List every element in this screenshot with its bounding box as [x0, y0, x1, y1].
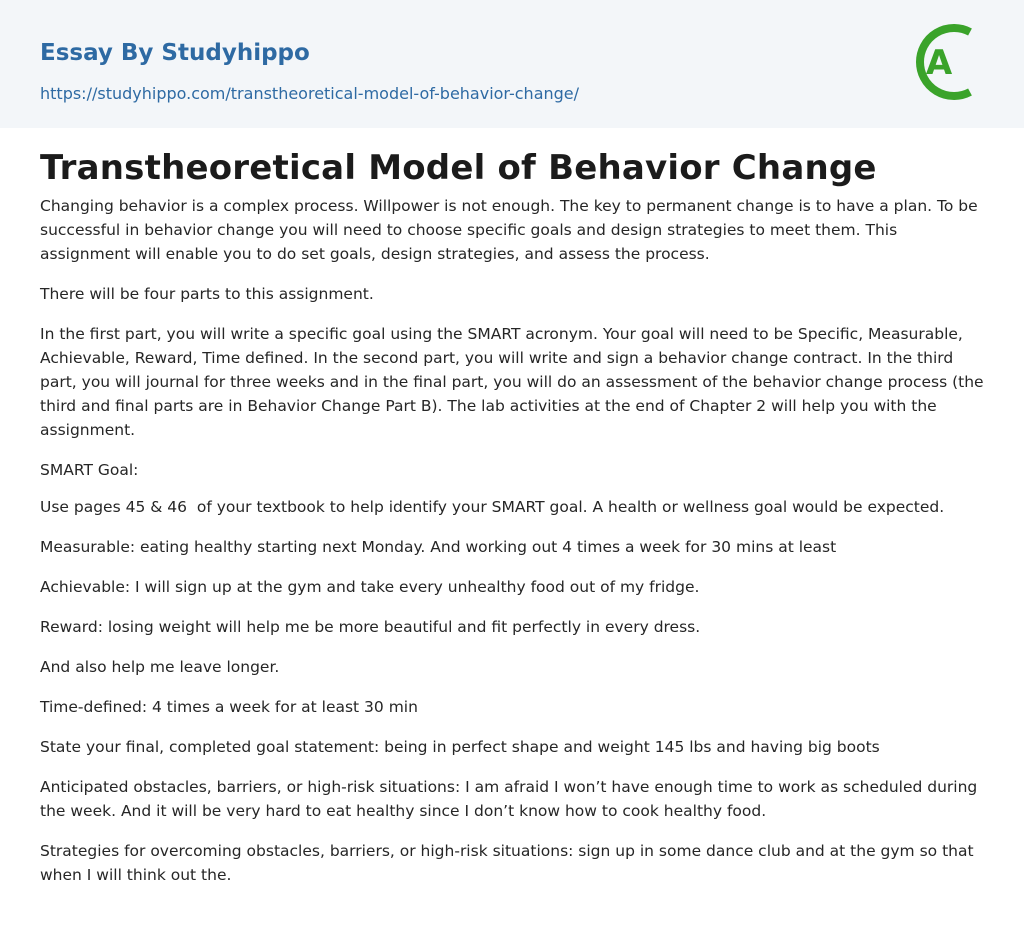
- paragraph-intro: Changing behavior is a complex process. Willpower is not enough. The key to permanent change is to have a plan. To be successful in behavior change you will need to choose specific goals and design strategies to meet them. This assignment will enable you to do set goals, design strategies, and assess the process.: [40, 197, 983, 263]
- paragraph-reward: Reward: losing weight will help me be more beautiful and fit perfectly in every dress.: [40, 618, 701, 636]
- paragraph-smart-heading: SMART Goal:: [40, 461, 139, 479]
- paragraph-achievable: Achievable: I will sign up at the gym and take every unhealthy food out of my fridge.: [40, 578, 700, 596]
- paragraph-obstacles: Anticipated obstacles, barriers, or high-risk situations: I am afraid I won’t have enough time to work as scheduled during the week. And it will be very hard to eat healthy since I don’t know how to cook healthy food.: [40, 778, 983, 820]
- article-body: [0, 128, 1024, 887]
- paragraph-parts-description: In the first part, you will write a specific goal using the SMART acronym. Your goal will need to be Specific, Measurable, Achievable, Reward, Time defined. In the second part, you will write and sign a behavior change contract. In the third part, you will journal for three weeks and in the final part, you will do an assessment of the behavior change process (the third and final parts are in Behavior Change Part B). The lab activities at the end of Chapter 2 will help you with the assignment.: [40, 325, 989, 439]
- studyhippo-logo-icon[interactable]: [908, 18, 988, 106]
- paragraph-goal-statement: State your final, completed goal statement: being in perfect shape and weight 145 lbs and having big boots: [40, 738, 880, 756]
- paragraph-use-pages: Use pages 45 & 46 of your textbook to help identify your SMART goal. A health or wellness goal would be expected.: [40, 498, 945, 516]
- paragraph-also: And also help me leave longer.: [40, 658, 280, 676]
- paragraph-strategies: Strategies for overcoming obstacles, barriers, or high-risk situations: sign up in some dance club and at the gym so that when I will think out the.: [40, 842, 979, 884]
- site-brand[interactable]: Essay By Studyhippo: [40, 40, 310, 66]
- site-header: [0, 0, 1024, 128]
- essay-url-link[interactable]: https://studyhippo.com/transtheoretical-model-of-behavior-change/: [40, 84, 580, 103]
- paragraph-measurable: Measurable: eating healthy starting next Monday. And working out 4 times a week for 30 mins at least: [40, 538, 837, 556]
- paragraph-time-defined: Time-defined: 4 times a week for at least 30 min: [40, 698, 418, 716]
- logo-letter: A: [925, 43, 953, 83]
- article-title: Transtheoretical Model of Behavior Change: [40, 148, 877, 188]
- paragraph-four-parts: There will be four parts to this assignment.: [40, 285, 374, 303]
